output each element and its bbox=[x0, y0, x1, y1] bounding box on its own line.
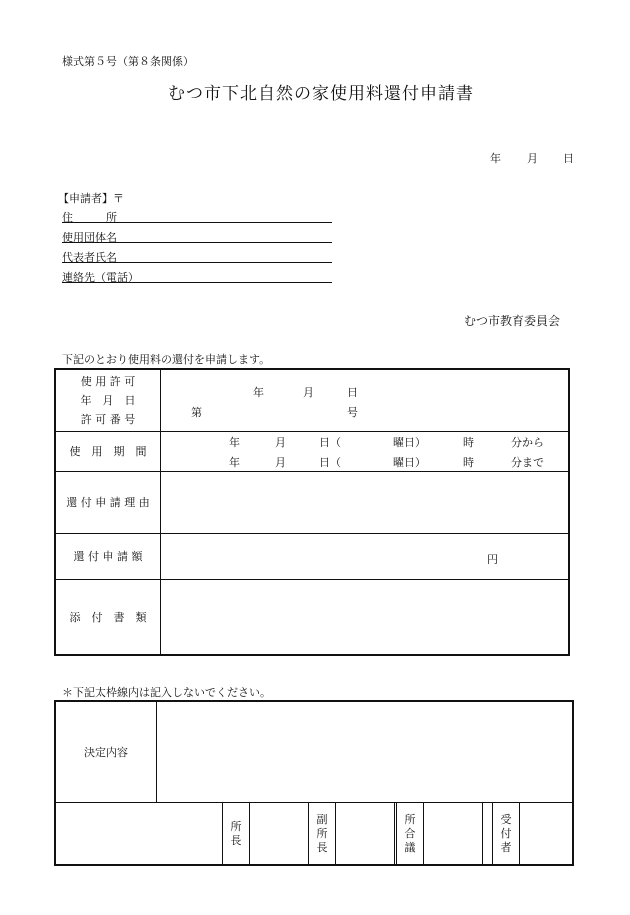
permit-go: 号 bbox=[347, 406, 358, 419]
period-end-year: 年 bbox=[229, 455, 240, 469]
date-month: 月 bbox=[527, 152, 538, 165]
approver-stamp-1[interactable] bbox=[334, 803, 395, 864]
approver-label-1: 副 所 長 bbox=[308, 803, 336, 864]
decision-label: 決定内容 bbox=[56, 702, 157, 803]
period-end-hour: 時 bbox=[463, 455, 474, 469]
attachments-field[interactable] bbox=[161, 579, 570, 655]
amount-unit: 円 bbox=[487, 552, 498, 566]
application-table bbox=[54, 368, 570, 656]
permit-month: 月 bbox=[303, 386, 314, 399]
period-value-cell[interactable] bbox=[161, 431, 570, 471]
approver-label-3: 受 付 者 bbox=[492, 803, 520, 864]
recipient: むつ市教育委員会 bbox=[464, 314, 561, 328]
amount-field[interactable] bbox=[161, 533, 570, 579]
period-end-day: 日（ bbox=[319, 455, 341, 469]
representative-label: 代表者氏名 bbox=[62, 251, 117, 264]
permit-label-3: 許 可 番 号 bbox=[80, 413, 136, 427]
permit-label-1: 使 用 許 可 bbox=[80, 375, 136, 389]
document-title: むつ市下北自然の家使用料還付申請書 bbox=[168, 84, 474, 104]
group-label: 使用団体名 bbox=[62, 231, 117, 244]
permit-label-2: 年 月 日 bbox=[80, 394, 136, 408]
period-end-month: 月 bbox=[275, 455, 286, 469]
period-end-weekday: 曜日） bbox=[393, 455, 426, 469]
contact-line[interactable] bbox=[62, 282, 332, 283]
reason-label: 還 付 申 請 理 由 bbox=[55, 471, 161, 533]
approver-stamp-2[interactable] bbox=[422, 803, 483, 864]
period-to: 分まで bbox=[511, 455, 544, 469]
permit-year: 年 bbox=[253, 386, 264, 399]
period-start-weekday: 曜日） bbox=[393, 435, 426, 449]
period-start-year: 年 bbox=[229, 435, 240, 449]
contact-label: 連絡先（電話） bbox=[62, 271, 139, 284]
approver-label-0: 所 長 bbox=[222, 803, 250, 864]
permit-dai: 第 bbox=[191, 406, 202, 419]
approver-stamp-3[interactable] bbox=[518, 803, 578, 864]
period-start-hour: 時 bbox=[463, 435, 474, 449]
address-label: 住 所 bbox=[62, 211, 117, 224]
approver-row bbox=[56, 803, 572, 864]
period-from: 分から bbox=[511, 435, 544, 449]
approver-stamp-0[interactable] bbox=[248, 803, 309, 864]
applicant-heading: 【申請者】〒 bbox=[58, 192, 124, 205]
permit-value-cell[interactable] bbox=[161, 369, 570, 431]
reason-field[interactable] bbox=[161, 471, 570, 533]
period-start-month: 月 bbox=[275, 435, 286, 449]
date-day: 日 bbox=[563, 152, 574, 165]
representative-line[interactable] bbox=[62, 262, 332, 263]
permit-label-cell bbox=[55, 369, 161, 431]
attachments-label: 添 付 書 類 bbox=[55, 579, 161, 655]
date-year: 年 bbox=[490, 152, 501, 165]
group-line[interactable] bbox=[62, 242, 332, 243]
office-use-note: ＊下記太枠線内は記入しないでください。 bbox=[62, 686, 271, 699]
period-label: 使 用 期 間 bbox=[55, 431, 161, 471]
decision-content-field[interactable] bbox=[156, 702, 572, 803]
approver-label-2: 所 合 議 bbox=[396, 803, 424, 864]
permit-day: 日 bbox=[347, 386, 358, 399]
intro-text: 下記のとおり使用料の還付を申請します。 bbox=[62, 353, 271, 366]
address-line[interactable] bbox=[62, 222, 332, 223]
period-start-day: 日（ bbox=[319, 435, 341, 449]
decision-box bbox=[54, 700, 574, 866]
form-number: 様式第５号（第８条関係） bbox=[62, 55, 194, 68]
amount-label: 還 付 申 請 額 bbox=[55, 533, 161, 579]
